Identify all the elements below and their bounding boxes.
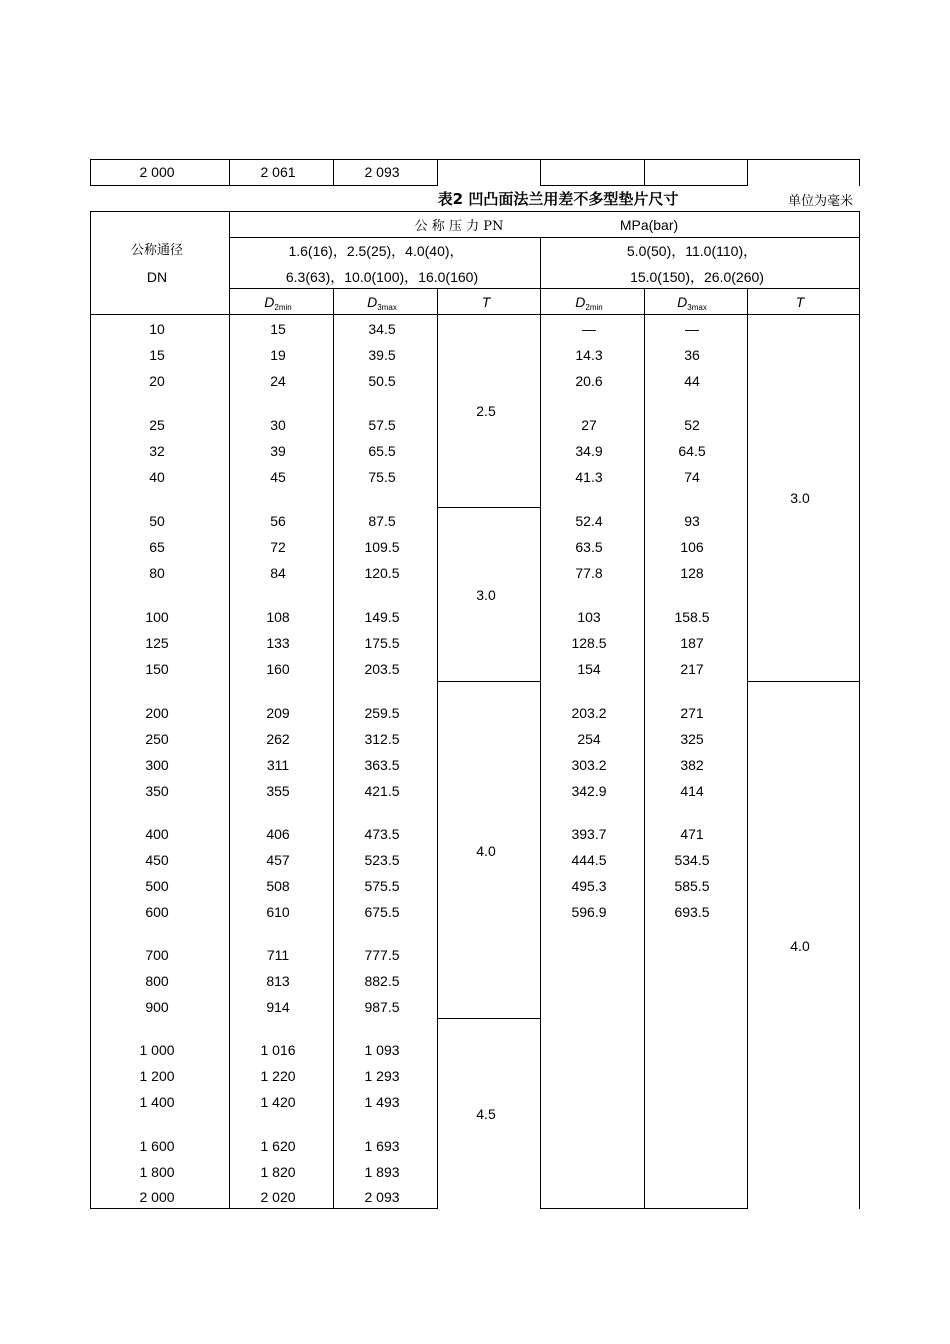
d3-cell: 693.5 [674, 904, 710, 920]
d3-cell: 1 093 [364, 1042, 400, 1058]
dn-cell: 50 [149, 513, 165, 529]
d2-cell: 393.7 [571, 826, 607, 842]
d3-cell: 534.5 [674, 852, 710, 868]
dn-cell: 25 [149, 417, 165, 433]
d2-cell: 133 [266, 635, 290, 651]
t-a-divider [437, 1018, 540, 1019]
t-a-divider [437, 681, 540, 682]
d3-cell: 523.5 [364, 852, 400, 868]
prev-row-right-top-border [747, 159, 860, 160]
dn-cell: 500 [145, 878, 169, 894]
d2-cell: 27 [581, 417, 597, 433]
d2-cell: 914 [266, 999, 290, 1015]
d3-cell: 1 493 [364, 1094, 400, 1110]
d3-cell: 120.5 [364, 565, 400, 581]
d2-cell: 160 [266, 661, 290, 677]
dn-cell: 65 [149, 539, 165, 555]
dn-cell: 40 [149, 469, 165, 485]
col-header-d2 [575, 293, 602, 314]
prev-row-vline [747, 159, 748, 186]
dn-cell: 150 [145, 661, 169, 677]
d3-cell: 471 [680, 826, 704, 842]
d3-cell: 87.5 [368, 513, 396, 529]
table-vline [90, 211, 91, 1209]
d3-cell: 36 [684, 347, 700, 363]
t-value: 3.0 [790, 490, 810, 506]
table-vline [644, 288, 645, 1209]
d3-cell: 585.5 [674, 878, 710, 894]
dn-header-label: 公称通径 [130, 243, 184, 258]
prev-row-bottom-border [90, 185, 437, 186]
d2-cell: 34.9 [575, 443, 603, 459]
d2-cell: 596.9 [571, 904, 607, 920]
dn-header-code: DN [146, 269, 168, 285]
dn-cell: 10 [149, 321, 165, 337]
dn-cell: 200 [145, 705, 169, 721]
t-value: 4.0 [476, 843, 496, 859]
table-vline [540, 237, 541, 1209]
pn-header-text: 公 称 压 力 PN [414, 219, 504, 234]
dn-cell: 125 [145, 635, 169, 651]
d3-cell: 44 [684, 373, 700, 389]
d2-cell: 77.8 [575, 565, 603, 581]
dn-cell: 32 [149, 443, 165, 459]
dn-cell: 700 [145, 947, 169, 963]
d3-cell: 75.5 [368, 469, 396, 485]
d3-cell: 158.5 [674, 609, 710, 625]
dn-cell: 1 600 [139, 1138, 175, 1154]
prev-row-vline [859, 159, 860, 186]
prev-row-cell: 2 093 [364, 164, 400, 180]
dn-cell: 600 [145, 904, 169, 920]
column-header-line [90, 314, 860, 315]
d2-cell: 14.3 [575, 347, 603, 363]
d2-cell: 1 420 [260, 1094, 296, 1110]
col-header-d2 [264, 293, 291, 314]
d3-cell: 271 [680, 705, 704, 721]
d3-cell: 187 [680, 635, 704, 651]
d3-cell: 382 [680, 757, 704, 773]
d2-cell: 72 [270, 539, 286, 555]
d3-cell: 64.5 [678, 443, 706, 459]
col-header-t: T [481, 294, 491, 310]
d3-cell: 106 [680, 539, 704, 555]
dn-cell: 20 [149, 373, 165, 389]
d3-cell: 575.5 [364, 878, 400, 894]
table-vline [747, 288, 748, 1209]
dn-cell: 1 400 [139, 1094, 175, 1110]
d3-cell: 52 [684, 417, 700, 433]
unit-label: 单位为毫米 [788, 194, 854, 209]
group1-pressures: 1.6(16)，2.5(25)，4.0(40)， [288, 243, 464, 259]
d2-cell: 20.6 [575, 373, 603, 389]
table-vline [437, 288, 438, 1209]
d2-cell: 41.3 [575, 469, 603, 485]
d2-cell: 108 [266, 609, 290, 625]
d3-subscript: 3max [377, 303, 397, 312]
prev-row-vline [333, 159, 334, 186]
d3-subscript: 3max [687, 303, 707, 312]
dn-cell: 100 [145, 609, 169, 625]
d2-cell: 15 [270, 321, 286, 337]
d2-cell: 30 [270, 417, 286, 433]
d3-cell: 421.5 [364, 783, 400, 799]
d3-cell: 473.5 [364, 826, 400, 842]
d3-cell: 675.5 [364, 904, 400, 920]
d3-cell: 203.5 [364, 661, 400, 677]
d3-cell: — [685, 321, 699, 337]
d2-cell: 209 [266, 705, 290, 721]
d2-cell: 610 [266, 904, 290, 920]
d3-symbol: D [677, 294, 688, 310]
col-header-t: T [795, 294, 805, 310]
d2-cell: 203.2 [571, 705, 607, 721]
d2-subscript: 2min [274, 303, 292, 312]
dn-cell: 15 [149, 347, 165, 363]
d3-cell: 312.5 [364, 731, 400, 747]
d3-cell: 65.5 [368, 443, 396, 459]
d3-cell: 259.5 [364, 705, 400, 721]
pn-unit-label: MPa(bar) [619, 217, 679, 233]
d2-cell: 1 220 [260, 1068, 296, 1084]
d2-symbol: D [264, 294, 275, 310]
prev-row-vline [437, 159, 438, 186]
dn-cell: 1 800 [139, 1164, 175, 1180]
dn-cell: 1 000 [139, 1042, 175, 1058]
d3-cell: 74 [684, 469, 700, 485]
t-value: 4.5 [476, 1106, 496, 1122]
table-vline [333, 288, 334, 1209]
d3-cell: 149.5 [364, 609, 400, 625]
t-b-divider [747, 681, 860, 682]
d2-cell: 457 [266, 852, 290, 868]
prev-row-cell: 2 000 [139, 164, 175, 180]
pn-header-label [415, 216, 504, 236]
table-title: 表2 凹凸面法兰用差不多型垫片尺寸 [437, 190, 679, 208]
col-header-d3 [677, 293, 707, 314]
d3-cell: 325 [680, 731, 704, 747]
group2-pressures: 5.0(50)，11.0(110)， [626, 243, 758, 259]
d2-cell: 813 [266, 973, 290, 989]
prev-row-vline [540, 159, 541, 186]
d2-cell: 52.4 [575, 513, 603, 529]
prev-row-cell: 2 061 [260, 164, 296, 180]
dn-cell: 250 [145, 731, 169, 747]
d3-cell: 414 [680, 783, 704, 799]
dn-cell: 350 [145, 783, 169, 799]
group-header-line [229, 288, 860, 289]
d2-cell: 56 [270, 513, 286, 529]
dn-cell: 450 [145, 852, 169, 868]
d2-cell: 444.5 [571, 852, 607, 868]
d3-cell: 39.5 [368, 347, 396, 363]
d2-cell: 45 [270, 469, 286, 485]
d2-cell: 39 [270, 443, 286, 459]
d3-cell: 175.5 [364, 635, 400, 651]
d3-cell: 987.5 [364, 999, 400, 1015]
d3-cell: 2 093 [364, 1189, 400, 1205]
d2-cell: 303.2 [571, 757, 607, 773]
d2-cell: 24 [270, 373, 286, 389]
d2-subscript: 2min [585, 303, 603, 312]
d3-cell: 882.5 [364, 973, 400, 989]
dn-cell: 400 [145, 826, 169, 842]
t-a-divider [437, 507, 540, 508]
d2-cell: 254 [577, 731, 601, 747]
d3-cell: 363.5 [364, 757, 400, 773]
d3-symbol: D [367, 294, 378, 310]
d2-cell: 1 820 [260, 1164, 296, 1180]
d2-cell: — [582, 321, 596, 337]
d2-cell: 311 [266, 757, 290, 773]
d3-cell: 109.5 [364, 539, 400, 555]
t-value: 2.5 [476, 403, 496, 419]
d2-cell: 262 [266, 731, 290, 747]
d3-cell: 1 293 [364, 1068, 400, 1084]
d3-cell: 128 [680, 565, 704, 581]
dn-cell: 1 200 [139, 1068, 175, 1084]
d2-cell: 1 620 [260, 1138, 296, 1154]
d3-cell: 57.5 [368, 417, 396, 433]
d3-cell: 217 [680, 661, 704, 677]
t-value: 3.0 [476, 587, 496, 603]
d2-cell: 406 [266, 826, 290, 842]
dn-cell: 300 [145, 757, 169, 773]
d3-cell: 50.5 [368, 373, 396, 389]
d2-cell: 128.5 [571, 635, 607, 651]
d2-cell: 342.9 [571, 783, 607, 799]
d2-cell: 84 [270, 565, 286, 581]
d2-cell: 711 [266, 947, 290, 963]
d2-symbol: D [575, 294, 586, 310]
d3-cell: 1 893 [364, 1164, 400, 1180]
d2-cell: 63.5 [575, 539, 603, 555]
d2-cell: 19 [270, 347, 286, 363]
d2-cell: 495.3 [571, 878, 607, 894]
prev-row-vline [644, 159, 645, 186]
pn-header-line [229, 237, 860, 238]
d2-cell: 2 020 [260, 1189, 296, 1205]
col-header-d3 [367, 293, 397, 314]
d3-cell: 1 693 [364, 1138, 400, 1154]
d3-cell: 34.5 [368, 321, 396, 337]
d2-cell: 1 016 [260, 1042, 296, 1058]
t-value: 4.0 [790, 938, 810, 954]
prev-row-top-border [90, 159, 747, 160]
table-vline [859, 211, 860, 1209]
group1-pressures-2: 6.3(63)，10.0(100)，16.0(160) [285, 269, 479, 285]
prev-row-vline [90, 159, 91, 186]
table-vline [229, 211, 230, 1209]
d2-cell: 103 [577, 609, 601, 625]
d3-cell: 93 [684, 513, 700, 529]
d2-cell: 154 [577, 661, 601, 677]
dn-cell: 900 [145, 999, 169, 1015]
dn-cell: 800 [145, 973, 169, 989]
prev-row-vline [229, 159, 230, 186]
d2-cell: 355 [266, 783, 290, 799]
d3-cell: 777.5 [364, 947, 400, 963]
dn-cell: 80 [149, 565, 165, 581]
group2-pressures-2: 15.0(150)，26.0(260) [630, 269, 764, 285]
table-top-border [90, 211, 860, 212]
dn-cell: 2 000 [139, 1189, 175, 1205]
table-bottom-left [90, 1208, 437, 1209]
d2-cell: 508 [266, 878, 290, 894]
